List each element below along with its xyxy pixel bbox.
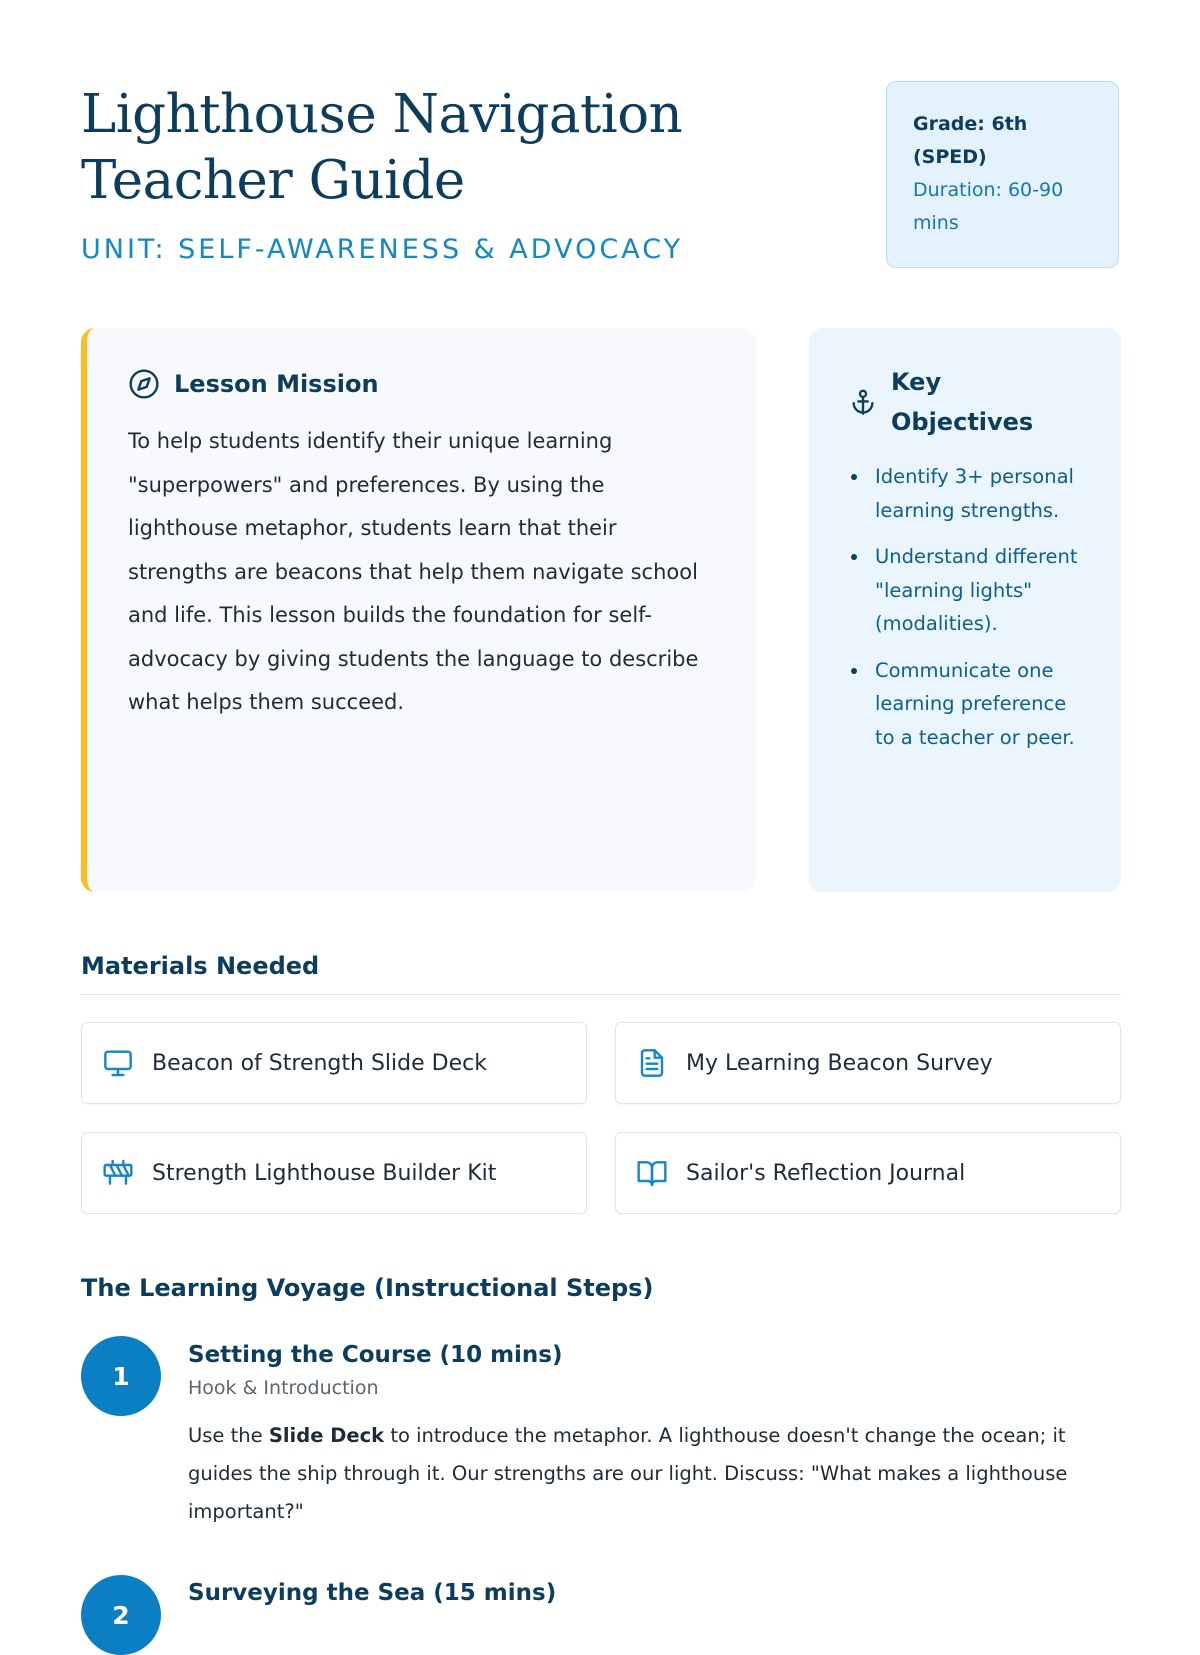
duration-label: Duration: 60-90 mins [913,179,1064,234]
material-journal[interactable] [615,1132,1121,1214]
objectives-list [849,460,1087,754]
material-label: Beacon of Strength Slide Deck [152,1050,487,1076]
lesson-mission-title: Lesson Mission [174,370,379,398]
anchor-icon [849,387,877,417]
material-label: Strength Lighthouse Builder Kit [152,1160,497,1186]
book-icon [636,1157,668,1189]
teacher-guide-page [81,0,1121,1630]
materials-divider [81,994,1121,995]
material-label: My Learning Beacon Survey [686,1050,993,1076]
material-slide-deck[interactable] [81,1022,587,1104]
lesson-mission-heading [128,368,716,400]
step-description-text: Use the [188,1424,269,1447]
page-title-line-2: Teacher Guide [81,150,465,211]
lesson-meta-card [886,81,1119,268]
lesson-mission-card [81,328,756,892]
key-objectives-title: Key Objectives [891,368,1034,436]
step-number-badge: 1 [81,1336,161,1416]
unit-subtitle: UNIT: SELF-AWARENESS & ADVOCACY [81,234,684,265]
step-title: Setting the Course (10 mins) [188,1342,563,1368]
document-icon [636,1047,668,1079]
material-builder-kit[interactable] [81,1132,587,1214]
lesson-mission-text: To help students identify their unique learning "superpowers" and preferences. By using the lighthouse metaphor, students learn that their strengths are beacons that help them navigate school and life. This lesson builds the foundation for self-advocacy by giving students the language to describe what helps them succeed. [128,429,699,714]
step-title: Surveying the Sea (15 mins) [188,1580,557,1606]
key-objectives-heading [849,362,1087,442]
step-description-text: to introduce the metaphor. A lighthouse doesn't change the ocean; it guides the ship through it. Our strengths are our light. Discuss: "What makes a lighthouse important?" [188,1424,1068,1523]
step-content [188,1339,1121,1531]
objective-item: Understand different "learning lights" (modalities). [849,540,1087,641]
step-description [188,1417,1121,1531]
page-title-line-1: Lighthouse Navigation [81,84,683,145]
step-description-highlight: Slide Deck [268,1424,385,1447]
material-label: Sailor's Reflection Journal [686,1160,966,1186]
grade-label: Grade: 6th (SPED) [913,113,1028,168]
voyage-title: The Learning Voyage (Instructional Steps) [81,1274,654,1302]
page-title [81,82,781,214]
step-content [188,1577,1121,1609]
objective-item: Identify 3+ personal learning strengths. [849,460,1087,527]
materials-title: Materials Needed [81,952,320,980]
construction-icon [102,1157,134,1189]
key-objectives-card [809,328,1121,892]
material-survey[interactable] [615,1022,1121,1104]
objective-item: Communicate one learning preference to a teacher or peer. [849,654,1087,755]
monitor-icon [102,1047,134,1079]
step-subtitle: Hook & Introduction [188,1377,379,1399]
compass-icon [128,368,160,400]
step-number-badge: 2 [81,1575,161,1655]
